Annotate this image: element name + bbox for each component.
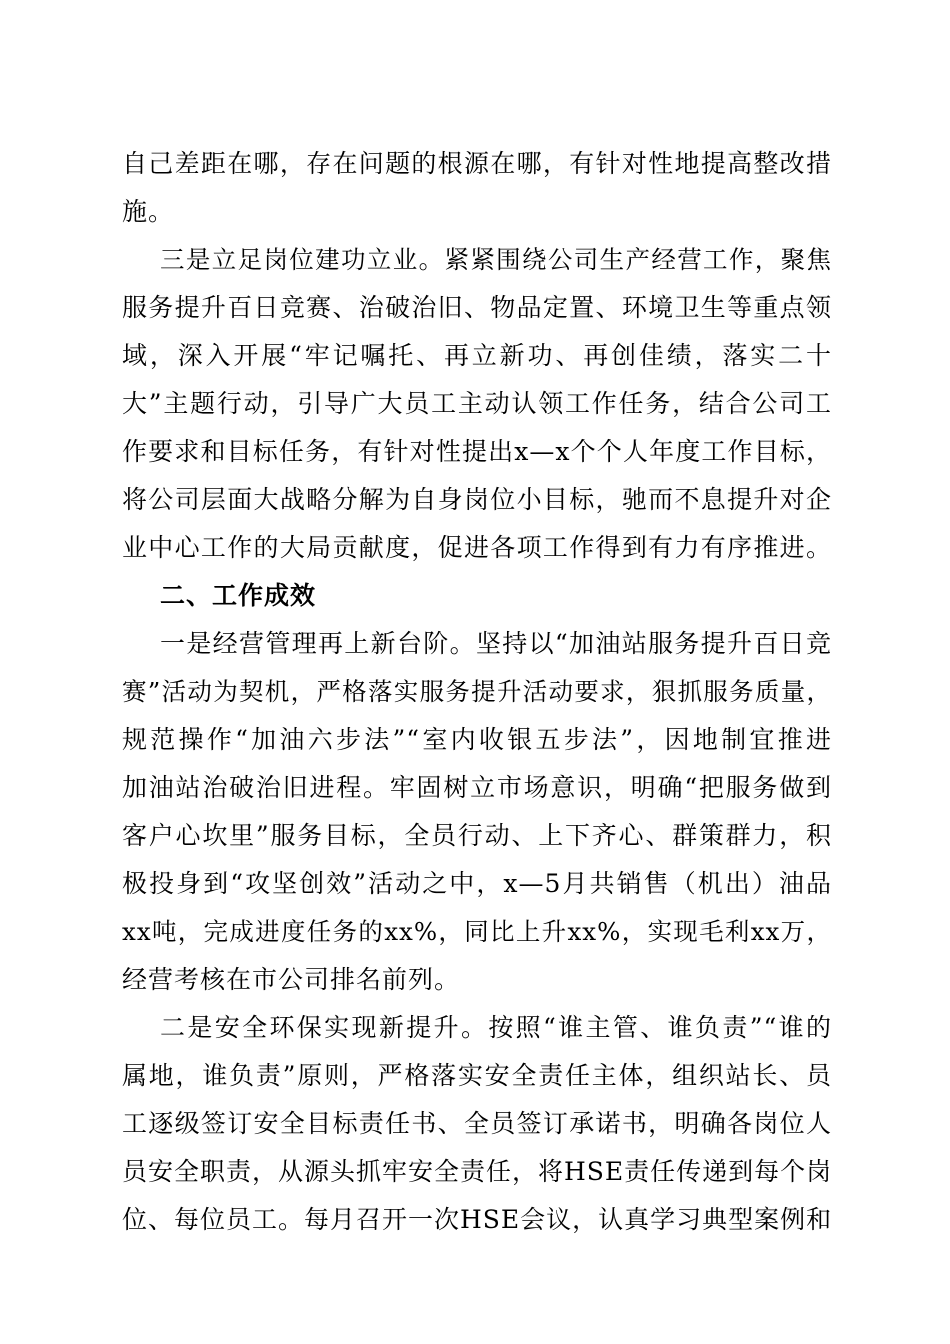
body-text-line: 大”主题行动，引导广大员工主动认领工作任务，结合公司工 xyxy=(122,389,832,418)
body-text-line: 规范操作“加油六步法”“室内收银五步法”，因地制宜推进 xyxy=(122,725,832,754)
body-text-line: 赛”活动为契机，严格落实服务提升活动要求，狠抓服务质量， xyxy=(122,677,832,706)
body-text-line: 将公司层面大战略分解为自身岗位小目标，驰而不息提升对企 xyxy=(122,485,832,514)
body-text-line: 业中心工作的大局贡献度，促进各项工作得到有力有序推进。 xyxy=(122,533,832,562)
body-text-line: 加油站治破治旧进程。牢固树立市场意识，明确“把服务做到 xyxy=(122,773,832,802)
body-text-line: 自己差距在哪，存在问题的根源在哪，有针对性地提高整改措 xyxy=(122,149,832,178)
body-text-line: 员安全职责，从源头抓牢安全责任，将HSE责任传递到每个岗 xyxy=(122,1157,833,1186)
body-text-line: 工逐级签订安全目标责任书、全员签订承诺书，明确各岗位人 xyxy=(122,1109,832,1138)
body-text-line: 一是经营管理再上新台阶。坚持以“加油站服务提升百日竞 xyxy=(160,629,832,658)
body-text-line: 施。 xyxy=(122,197,175,226)
body-text-line: 二是安全环保实现新提升。按照“谁主管、谁负责”“谁的 xyxy=(160,1013,832,1042)
section-heading: 二、工作成效 xyxy=(160,581,317,610)
body-text-line: 极投身到“攻坚创效”活动之中，x—5月共销售（机出）油品 xyxy=(122,869,832,898)
body-text-line: 客户心坎里”服务目标，全员行动、上下齐心、群策群力，积 xyxy=(122,821,832,850)
body-text-line: 经营考核在市公司排名前列。 xyxy=(122,965,461,994)
body-text-line: 作要求和目标任务，有针对性提出x—x个个人年度工作目标， xyxy=(122,437,832,466)
body-text-line: 位、每位员工。每月召开一次HSE会议，认真学习典型案例和 xyxy=(122,1205,833,1234)
body-text-line: 域，深入开展“牢记嘱托、再立新功、再创佳绩，落实二十 xyxy=(122,341,832,370)
body-text-line: 三是立足岗位建功立业。紧紧围绕公司生产经营工作，聚焦 xyxy=(160,245,832,274)
body-text-line: xx吨，完成进度任务的xx%，同比上升xx%，实现毛利xx万， xyxy=(122,917,832,946)
body-text-line: 服务提升百日竞赛、治破治旧、物品定置、环境卫生等重点领 xyxy=(122,293,832,322)
body-text-line: 属地，谁负责”原则，严格落实安全责任主体，组织站长、员 xyxy=(122,1061,832,1090)
